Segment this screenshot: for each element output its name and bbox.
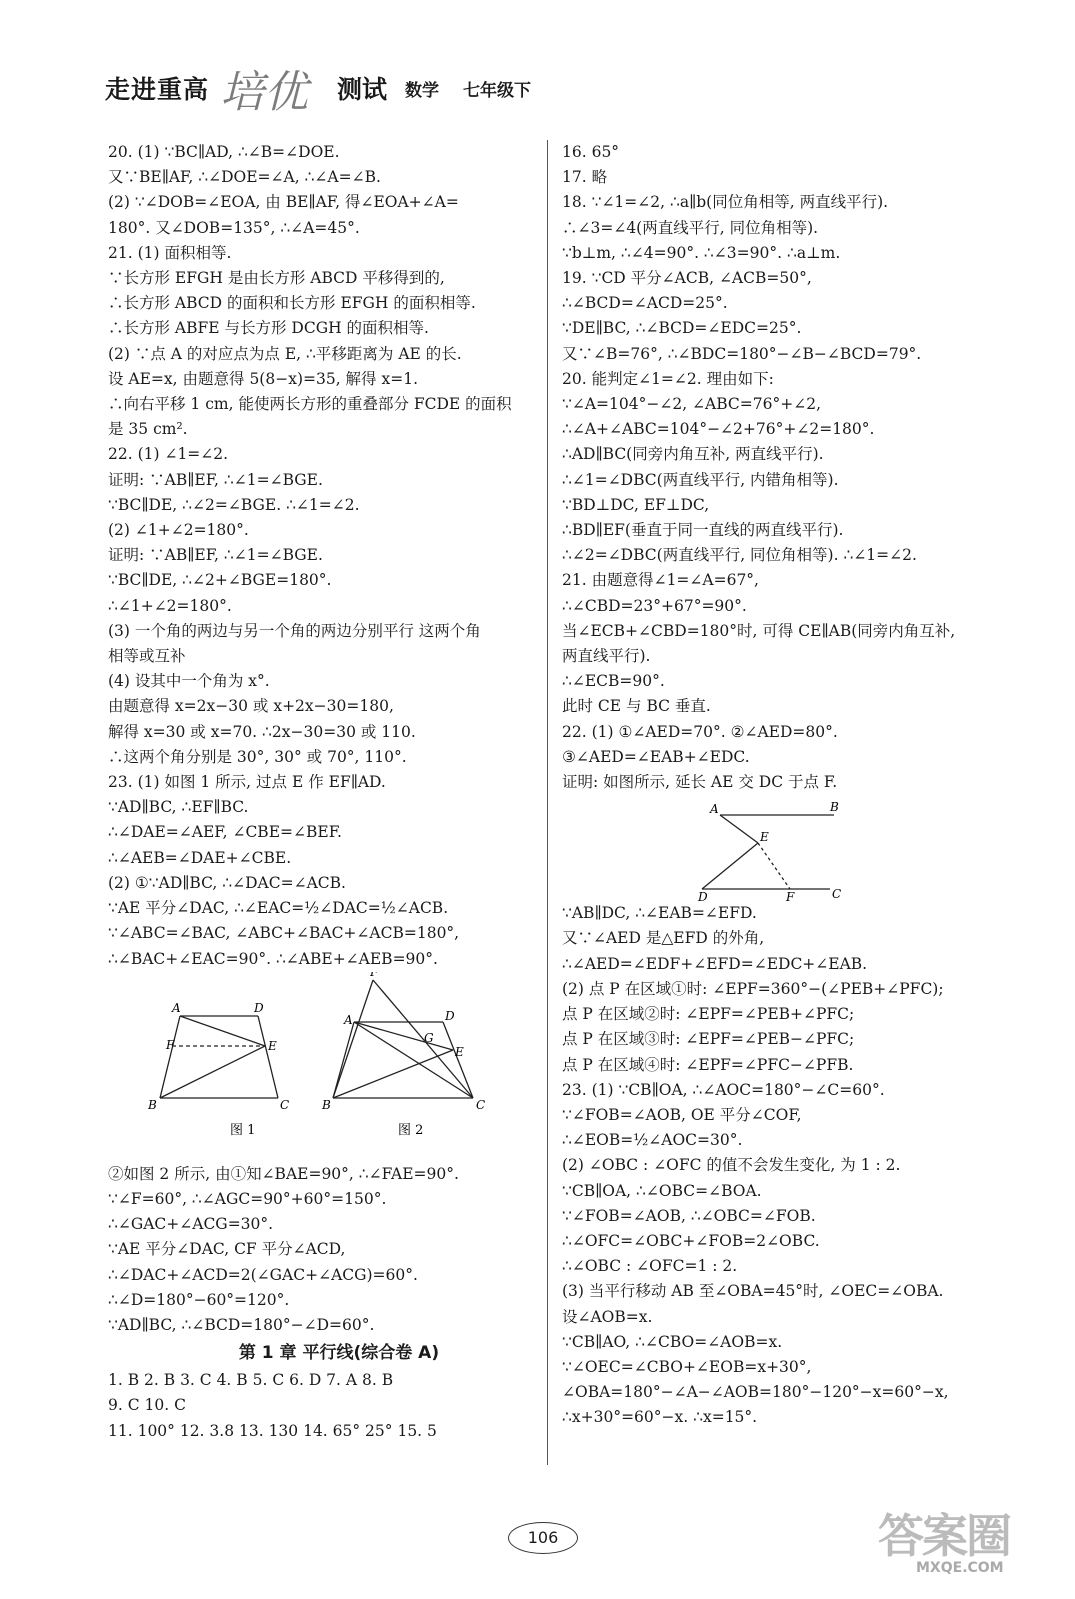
svg-text:A: A xyxy=(344,1012,353,1027)
answer-line: (2) 点 P 在区域①时: ∠EPF=360°−(∠PEB+∠PFC); xyxy=(562,979,944,998)
grade-label: 七年级下 xyxy=(463,81,531,101)
answer-line: ∴∠3=∠4(两直线平行, 同位角相等). xyxy=(562,218,819,237)
svg-text:C: C xyxy=(476,1097,486,1112)
svg-text:A: A xyxy=(710,802,719,817)
answer-line: ∵AB∥DC, ∴∠EAB=∠EFD. xyxy=(562,904,757,923)
series-title: 走进重高 xyxy=(105,75,210,104)
answer-line: ∠OBA=180°−∠A−∠AOB=180°−120°−x=60°−x, xyxy=(562,1383,949,1402)
answer-line: ∴∠1=∠DBC(两直线平行, 内错角相等). xyxy=(562,470,839,489)
answer-line: 由题意得 x=2x−30 或 x+2x−30=180, xyxy=(108,697,394,716)
svg-text:F: F xyxy=(786,890,795,902)
watermark-url: MXQE.COM xyxy=(916,1560,1004,1576)
svg-text:B: B xyxy=(322,1097,331,1112)
answer-line: ∴∠AEB=∠DAE+∠CBE. xyxy=(108,848,292,867)
answer-line: ∵DE∥BC, ∴∠BCD=∠EDC=25°. xyxy=(562,319,802,338)
figure-1-and-2 xyxy=(108,972,540,1162)
answer-line: ∴∠BCD=∠ACD=25°. xyxy=(562,294,728,313)
answer-line: 点 P 在区域④时: ∠EPF=∠PFC−∠PFB. xyxy=(562,1055,854,1074)
svg-text:E: E xyxy=(760,830,769,845)
page-header xyxy=(105,62,575,122)
left-answers-2 xyxy=(108,1162,540,1338)
answer-line: ∴BD∥EF(垂直于同一直线的两直线平行). xyxy=(562,521,844,540)
answer-line: 23. (1) 如图 1 所示, 过点 E 作 EF∥AD. xyxy=(108,773,386,792)
svg-text:G: G xyxy=(424,1030,434,1045)
answer-line: 16. 65° xyxy=(562,143,620,161)
answer-line: (3) 当平行移动 AB 至∠OBA=45°时, ∠OEC=∠OBA. xyxy=(562,1282,944,1301)
svg-text:D: D xyxy=(698,890,708,902)
answer-line: 证明: ∵AB∥EF, ∴∠1=∠BGE. xyxy=(108,470,323,489)
answer-line: 当∠ECB+∠CBD=180°时, 可得 CE∥AB(同旁内角互补, xyxy=(562,621,956,640)
svg-text:D: D xyxy=(445,1008,455,1023)
answer-line: 19. ∵CD 平分∠ACB, ∠ACB=50°, xyxy=(562,269,812,288)
answer-line: 解得 x=30 或 x=70. ∴2x−30=30 或 110. xyxy=(108,722,416,741)
answer-line: ∴∠D=180°−60°=120°. xyxy=(108,1290,290,1309)
figure-1 xyxy=(160,1016,278,1098)
answer-line: ∴∠OFC=∠OBC+∠FOB=2∠OBC. xyxy=(562,1231,820,1250)
svg-text:F: F xyxy=(370,971,379,979)
answer-line: 证明: ∵AB∥EF, ∴∠1=∠BGE. xyxy=(108,546,323,565)
answer-line: ∵CB∥OA, ∴∠OBC=∠BOA. xyxy=(562,1181,762,1200)
answer-line: 设∠AOB=x. xyxy=(562,1307,653,1326)
svg-text:A: A xyxy=(172,1000,181,1015)
answer-line: ∵∠F=60°, ∴∠AGC=90°+60°=150°. xyxy=(108,1189,387,1208)
answer-line: ∵b⊥m, ∴∠4=90°. ∴∠3=90°. ∴a⊥m. xyxy=(562,243,841,262)
svg-text:B: B xyxy=(148,1097,157,1112)
answer-line: 22. (1) ①∠AED=70°. ②∠AED=80°. xyxy=(562,722,838,741)
answer-line: ∴∠GAC+∠ACG=30°. xyxy=(108,1215,274,1234)
answer-line: ∴长方形 ABCD 的面积和长方形 EFGH 的面积相等. xyxy=(108,294,476,313)
column-divider xyxy=(547,140,548,1465)
answer-line: ∵∠OEC=∠CBO+∠EOB=x+30°, xyxy=(562,1357,812,1376)
answer-line: 点 P 在区域②时: ∠EPF=∠PEB+∠PFC; xyxy=(562,1005,855,1024)
answer-line: ∵BC∥DE, ∴∠2=∠BGE. ∴∠1=∠2. xyxy=(108,495,360,514)
answer-line: (2) ∠OBC : ∠OFC 的值不会发生变化, 为 1 : 2. xyxy=(562,1156,901,1175)
right-answers-2 xyxy=(562,901,982,1430)
answer-line: ∵BC∥DE, ∴∠2+∠BGE=180°. xyxy=(108,571,332,590)
answer-line: 20. 能判定∠1=∠2. 理由如下: xyxy=(562,369,774,388)
answer-line: 相等或互补 xyxy=(108,647,186,666)
answer-line: (2) ①∵AD∥BC, ∴∠DAC=∠ACB. xyxy=(108,873,346,892)
answer-line: ∵CB∥AO, ∴∠CBO=∠AOB=x. xyxy=(562,1332,783,1351)
answer-line: 22. (1) ∠1=∠2. xyxy=(108,445,229,464)
series-test: 测试 xyxy=(337,75,388,104)
answer-line: 点 P 在区域③时: ∠EPF=∠PEB−∠PFC; xyxy=(562,1030,855,1049)
svg-text:E: E xyxy=(455,1044,464,1059)
svg-text:E: E xyxy=(268,1038,277,1053)
answer-line: ∴∠2=∠DBC(两直线平行, 同位角相等). ∴∠1=∠2. xyxy=(562,546,917,565)
answer-line: 20. (1) ∵BC∥AD, ∴∠B=∠DOE. xyxy=(108,143,340,161)
answer-line: ∵BD⊥DC, EF⊥DC, xyxy=(562,495,710,514)
svg-text:D: D xyxy=(254,1000,264,1015)
answer-line: (2) ∠1+∠2=180°. xyxy=(108,521,249,540)
left-column xyxy=(108,140,540,1444)
answer-line: 又∵∠AED 是△EFD 的外角, xyxy=(562,929,765,948)
answer-line: ∴∠CBD=23°+67°=90°. xyxy=(562,596,747,615)
series-logo: 培优 xyxy=(220,67,308,118)
answer-line: 21. 由题意得∠1=∠A=67°, xyxy=(562,571,759,590)
answer-line: 23. (1) ∵CB∥OA, ∴∠AOC=180°−∠C=60°. xyxy=(562,1080,885,1099)
answer-line: 又∵∠B=76°, ∴∠BDC=180°−∠B−∠BCD=79°. xyxy=(562,344,922,363)
subject-label: 数学 xyxy=(405,81,439,101)
figures-1-2 xyxy=(108,972,540,1162)
answer-line: ∴长方形 ABFE 与长方形 DCGH 的面积相等. xyxy=(108,319,429,338)
section-title: 第 1 章 平行线(综合卷 A) xyxy=(238,1343,440,1364)
fig2-caption: 图 2 xyxy=(398,1122,424,1138)
answer-line: 是 35 cm². xyxy=(108,420,188,439)
svg-text:C: C xyxy=(832,887,842,902)
answer-line: ∴∠ECB=90°. xyxy=(562,672,665,691)
fig1-caption: 图 1 xyxy=(230,1122,256,1138)
svg-text:B: B xyxy=(830,800,839,815)
left-answers-1 xyxy=(108,140,540,972)
left-answers-3 xyxy=(108,1368,540,1444)
answer-line: 18. ∵∠1=∠2, ∴a∥b(同位角相等, 两直线平行). xyxy=(562,193,889,212)
answer-line: 1. B 2. B 3. C 4. B 5. C 6. D 7. A 8. B xyxy=(108,1371,394,1390)
page-number: 106 xyxy=(508,1522,578,1554)
answer-line: ∴AD∥BC(同旁内角互补, 两直线平行). xyxy=(562,445,824,464)
answer-line: ∵AD∥BC, ∴EF∥BC. xyxy=(108,798,249,817)
answer-line: (3) 一个角的两边与另一个角的两边分别平行 这两个角 xyxy=(108,621,481,640)
answer-line: 17. 略 xyxy=(562,168,608,187)
figure-2 xyxy=(333,980,473,1098)
answer-line: (2) ∵∠DOB=∠EOA, 由 BE∥AF, 得∠EOA+∠A= xyxy=(108,193,459,212)
answer-line: ∴x+30°=60°−x. ∴x=15°. xyxy=(562,1408,758,1427)
right-answers-1 xyxy=(562,140,982,795)
answer-line: ∴∠EOB=½∠AOC=30°. xyxy=(562,1131,743,1150)
right-column xyxy=(562,140,982,1431)
answer-line: (2) ∵点 A 的对应点为点 E, ∴平移距离为 AE 的长. xyxy=(108,344,462,363)
answer-line: 证明: 如图所示, 延长 AE 交 DC 于点 F. xyxy=(562,773,838,792)
answer-line: ∴这两个角分别是 30°, 30° 或 70°, 110°. xyxy=(108,747,407,766)
answer-line: ∴∠1+∠2=180°. xyxy=(108,596,232,615)
answer-line: ∴∠DAE=∠AEF, ∠CBE=∠BEF. xyxy=(108,823,342,842)
answer-line: ∴∠DAC+∠ACD=2(∠GAC+∠ACG)=60°. xyxy=(108,1265,418,1284)
answer-line: ②如图 2 所示, 由①知∠BAE=90°, ∴∠FAE=90°. xyxy=(108,1164,459,1183)
answer-line: ∵长方形 EFGH 是由长方形 ABCD 平移得到的, xyxy=(108,269,445,288)
answer-line: ∴向右平移 1 cm, 能使两长方形的重叠部分 FCDE 的面积 xyxy=(108,395,512,414)
answer-line: ∵∠ABC=∠BAC, ∠ABC+∠BAC+∠ACB=180°, xyxy=(108,924,460,943)
answer-line: 设 AE=x, 由题意得 5(8−x)=35, 解得 x=1. xyxy=(108,369,419,388)
answer-line: 180°. 又∠DOB=135°, ∴∠A=45°. xyxy=(108,218,360,237)
answer-line: ∴∠A+∠ABC=104°−∠2+76°+∠2=180°. xyxy=(562,420,875,439)
answer-line: ③∠AED=∠EAB+∠EDC. xyxy=(562,747,750,766)
answer-line: ∴∠AED=∠EDF+∠EFD=∠EDC+∠EAB. xyxy=(562,954,868,973)
answer-line: ∴∠OBC : ∠OFC=1 : 2. xyxy=(562,1257,738,1276)
answer-line: ∴∠BAC+∠EAC=90°. ∴∠ABE+∠AEB=90°. xyxy=(108,949,438,968)
answer-line: ∵∠FOB=∠AOB, OE 平分∠COF, xyxy=(562,1105,802,1124)
answer-line: ∵AE 平分∠DAC, ∴∠EAC=½∠DAC=½∠ACB. xyxy=(108,899,449,918)
answer-line: ∵∠FOB=∠AOB, ∴∠OBC=∠FOB. xyxy=(562,1206,816,1225)
answer-line: ∵AD∥BC, ∴∠BCD=180°−∠D=60°. xyxy=(108,1315,375,1334)
answer-line: (4) 设其中一个角为 x°. xyxy=(108,672,270,691)
answer-line: 又∵BE∥AF, ∴∠DOE=∠A, ∴∠A=∠B. xyxy=(108,168,381,187)
answer-line: 9. C 10. C xyxy=(108,1396,186,1415)
answer-line: 两直线平行). xyxy=(562,647,651,666)
answer-line: ∵AE 平分∠DAC, CF 平分∠ACD, xyxy=(108,1240,346,1259)
svg-text:F: F xyxy=(166,1037,175,1052)
answer-line: 11. 100° 12. 3.8 13. 130 14. 65° 25° 15. 5 xyxy=(108,1421,437,1440)
svg-text:C: C xyxy=(280,1097,290,1112)
answer-line: ∵∠A=104°−∠2, ∠ABC=76°+∠2, xyxy=(562,395,821,414)
watermark-logo: 答案圈 xyxy=(878,1509,1010,1563)
figure-22 xyxy=(562,795,982,901)
answer-line: 此时 CE 与 BC 垂直. xyxy=(562,697,711,716)
answer-line: 21. (1) 面积相等. xyxy=(108,243,232,262)
